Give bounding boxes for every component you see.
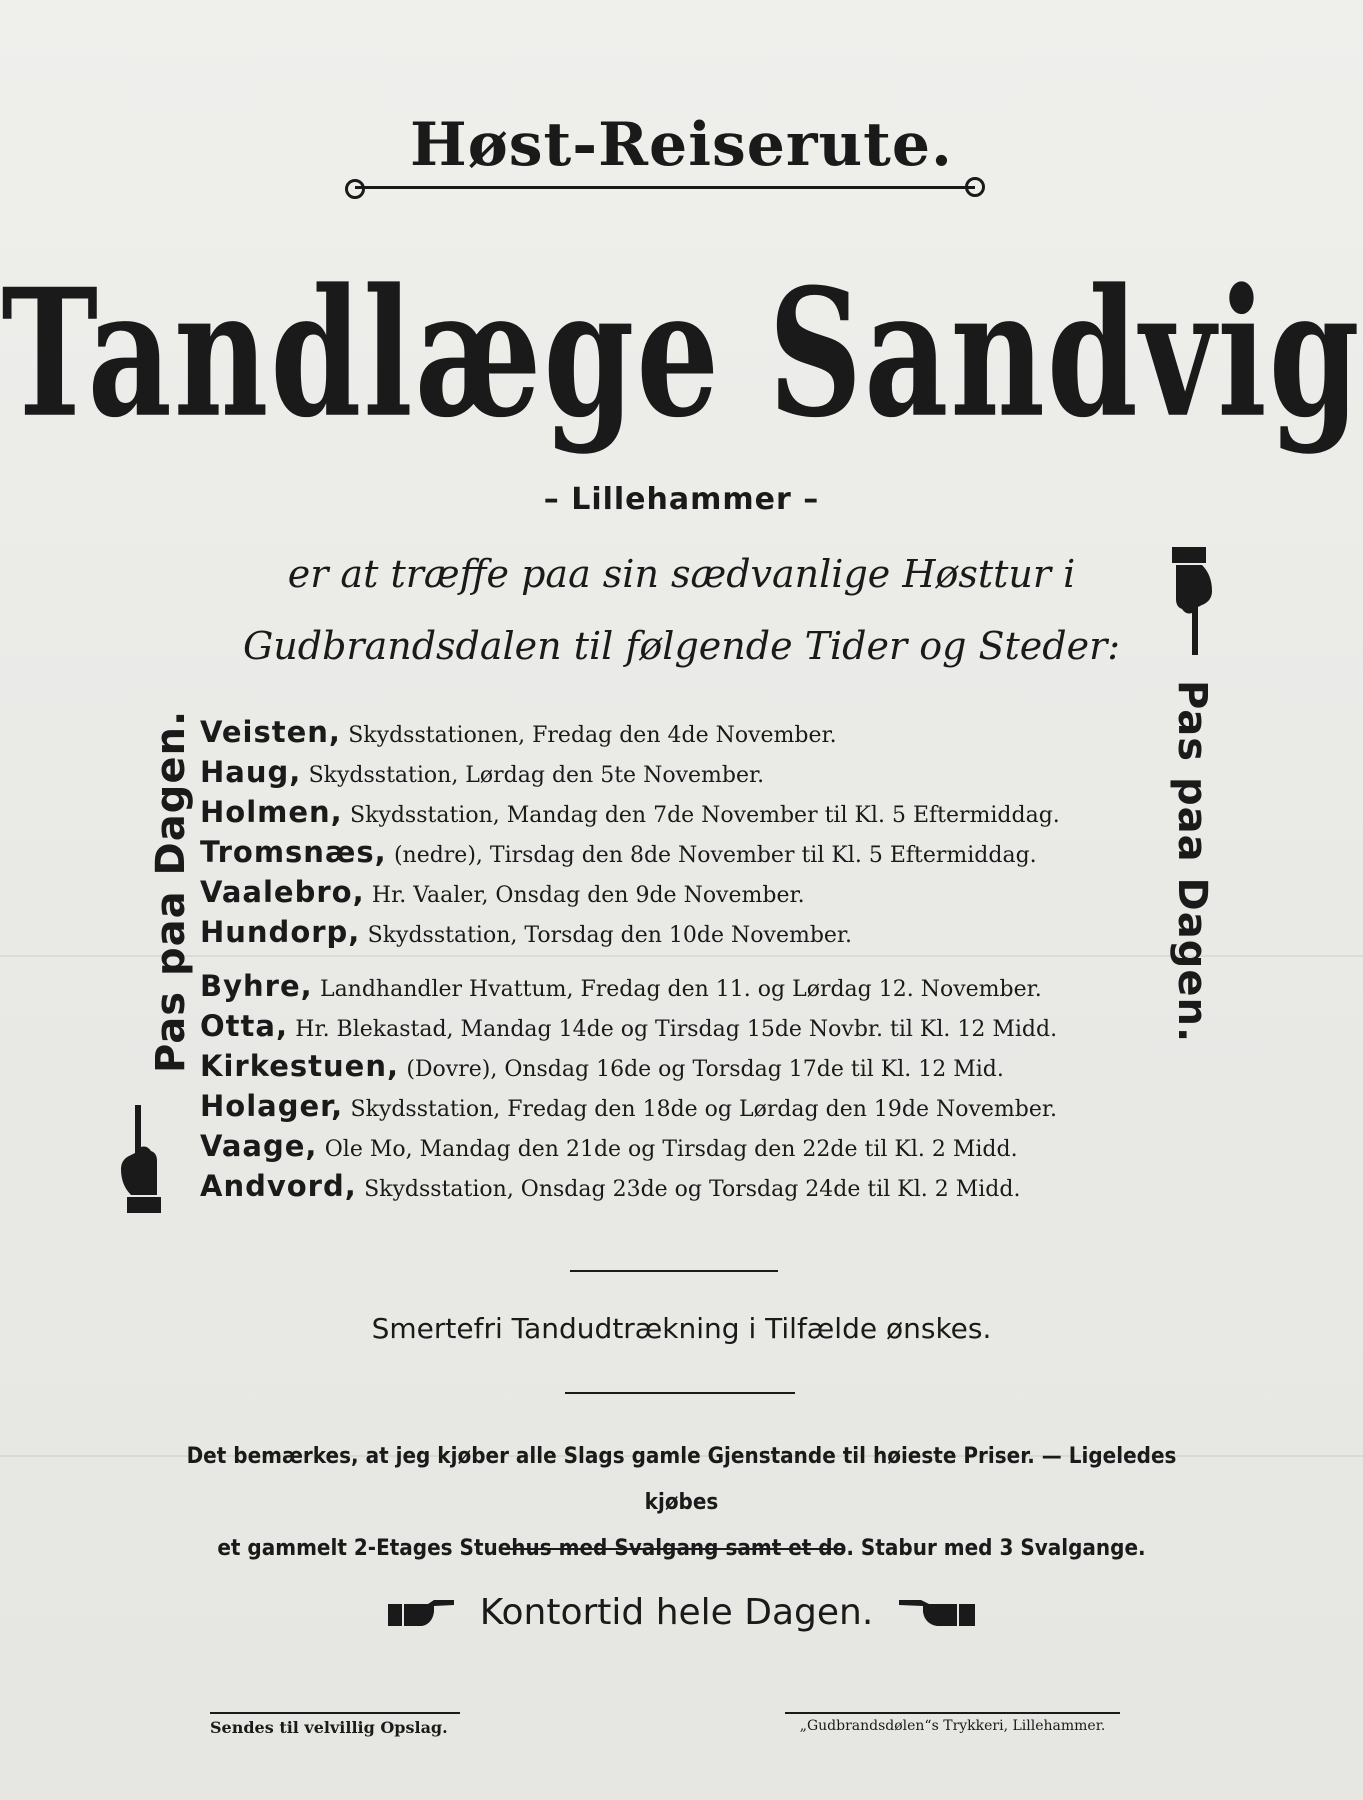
schedule-row: [200, 1046, 1150, 1086]
office-hours-line: [0, 1592, 1363, 1633]
schedule-place: Holmen,: [200, 795, 343, 829]
schedule-list: [200, 712, 1150, 1206]
schedule-row: [200, 1086, 1150, 1126]
scroll-curl-left: [345, 179, 365, 199]
schedule-detail: Skydsstation, Lørdag den 5te November.: [308, 763, 765, 788]
schedule-place: Veisten,: [200, 715, 341, 749]
intro-line-1: er at træffe paa sin sædvanlige Høsttur i: [287, 552, 1076, 596]
painless-extraction-note: Smertefri Tandudtrækning i Tilfælde ønskes.: [371, 1312, 992, 1345]
schedule-detail: Hr. Blekastad, Mandag 14de og Tirsdag 15de Novbr. til Kl. 12 Midd.: [295, 1017, 1058, 1042]
schedule-detail: Skydsstationen, Fredag den 4de November.: [348, 723, 837, 748]
poster-city: – Lillehammer –: [543, 482, 820, 517]
schedule-row: [200, 1166, 1150, 1206]
schedule-row: [200, 966, 1150, 1006]
divider-rule: [570, 1270, 778, 1272]
schedule-row: [200, 832, 1150, 872]
ornamental-rule: [355, 186, 975, 189]
schedule-place: Andvord,: [200, 1169, 357, 1203]
schedule-place: Tromsnæs,: [200, 835, 387, 869]
scroll-curl-right: [965, 177, 985, 197]
poster-title: Tandlæge Sandvig: [1, 250, 1362, 457]
schedule-detail: Landhandler Hvattum, Fredag den 11. og Lørdag 12. November.: [319, 977, 1042, 1002]
notice-line-1: Det bemærkes, at jeg kjøber alle Slags gamle Gjenstande til høieste Priser. — Ligeledes kjøbes: [186, 1441, 1177, 1515]
pointing-hand-icon: [113, 1105, 163, 1215]
schedule-place: Byhre,: [200, 969, 313, 1003]
schedule-row: [200, 912, 1150, 952]
office-hours-text: Kontortid hele Dagen.: [479, 1592, 874, 1633]
schedule-place: Kirkestuen,: [200, 1049, 399, 1083]
poster-header: Høst-Reiserute.: [410, 110, 953, 180]
schedule-row: [200, 1126, 1150, 1166]
pointing-hand-icon: [388, 1600, 454, 1628]
divider-rule: [505, 1548, 843, 1550]
schedule-row: [200, 1006, 1150, 1046]
schedule-row: [200, 792, 1150, 832]
schedule-detail: Skydsstation, Onsdag 23de og Torsdag 24de til Kl. 2 Midd.: [364, 1177, 1021, 1202]
schedule-detail: Skydsstation, Mandag den 7de November til Kl. 5 Eftermiddag.: [350, 803, 1060, 828]
schedule-place: Haug,: [200, 755, 302, 789]
footer-posting-note: Sendes til velvillig Opslag.: [210, 1712, 460, 1737]
schedule-detail: Skydsstation, Fredag den 18de og Lørdag den 19de November.: [350, 1097, 1057, 1122]
schedule-row: [200, 712, 1150, 752]
schedule-detail: Skydsstation, Torsdag den 10de November.: [367, 923, 853, 948]
schedule-row: [200, 872, 1150, 912]
schedule-place: Holager,: [200, 1089, 344, 1123]
schedule-gap: [200, 952, 1150, 966]
side-text-right: Pas paa Dagen.: [1169, 680, 1215, 1044]
intro-line-2: Gudbrandsdalen til følgende Tider og Steder:: [242, 624, 1121, 668]
schedule-detail: (nedre), Tirsdag den 8de November til Kl. 5 Eftermiddag.: [393, 843, 1037, 868]
side-text-left: Pas paa Dagen.: [148, 709, 194, 1073]
pointing-hand-icon: [899, 1600, 975, 1628]
schedule-detail: Ole Mo, Mandag den 21de og Tirsdag den 22de til Kl. 2 Midd.: [324, 1137, 1018, 1162]
schedule-place: Otta,: [200, 1009, 288, 1043]
footer-printer: „Gudbrandsdølen“s Trykkeri, Lillehammer.: [785, 1712, 1120, 1734]
schedule-row: [200, 752, 1150, 792]
schedule-place: Vaalebro,: [200, 875, 365, 909]
pointing-hand-icon: [1170, 545, 1220, 655]
schedule-place: Vaage,: [200, 1129, 318, 1163]
schedule-detail: (Dovre), Onsdag 16de og Torsdag 17de til Kl. 12 Mid.: [406, 1057, 1004, 1082]
divider-rule: [565, 1392, 795, 1394]
notice-line-2: et gammelt 2-Etages Stuehus med Svalgang samt et do. Stabur med 3 Svalgange.: [217, 1534, 1146, 1561]
schedule-place: Hundorp,: [200, 915, 361, 949]
schedule-detail: Hr. Vaaler, Onsdag den 9de November.: [371, 883, 805, 908]
